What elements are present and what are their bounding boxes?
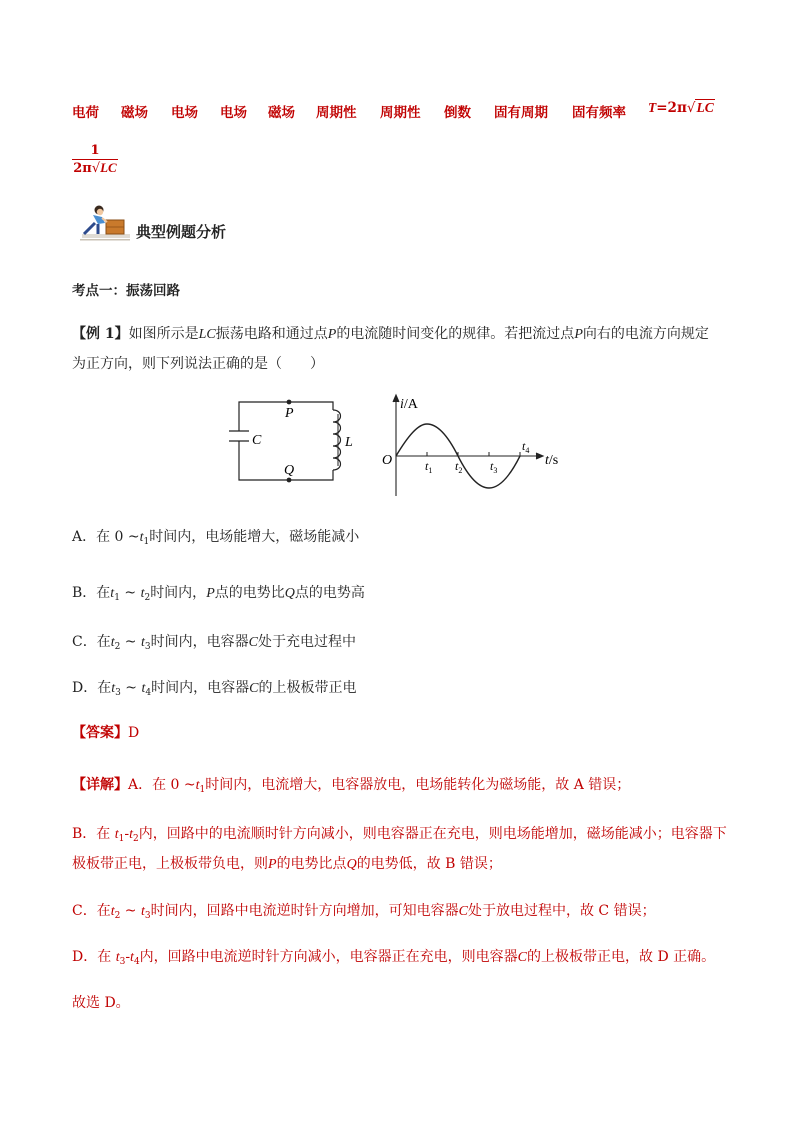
point-q-dot: [287, 478, 292, 483]
answer-value: D: [128, 725, 140, 741]
answer-item-8: 倒数: [444, 105, 471, 121]
answer-line: [72, 722, 139, 742]
answer-item-3: 电场: [171, 105, 198, 121]
point-p-dot: [287, 400, 292, 405]
tick-t1: $t_1$: [425, 459, 433, 475]
point-p-label: P: [285, 406, 294, 421]
answer-item-5: 磁场: [268, 105, 295, 121]
option-b: B．在$t_1$ ~ $t_2$时间内，P点的电势比Q点的电势高: [72, 585, 365, 603]
answer-item-7: 周期性: [380, 105, 421, 121]
detail-c: C．在$t_2$ ~ $t_3$时间内，回路中电流逆时针方向增加，可知电容器C处于放电过程中，故 C 错误；: [72, 903, 656, 921]
point-q-label: Q: [284, 463, 295, 478]
example-question-line-1: 【例 1】如图所示是LC振荡电路和通过点P的电流随时间变化的规律。若把流过点P向右的电流方向规定: [72, 326, 709, 342]
answer-item-1: 电荷: [72, 105, 99, 121]
section-title: 典型例题分析: [136, 223, 227, 241]
x-axis-label: t/s: [545, 453, 559, 468]
answer-label: 【答案】: [72, 725, 128, 741]
inductor-label: L: [345, 435, 353, 450]
option-d: D．在$t_3$ ~ $t_4$时间内，电容器C的上极板带正电: [72, 680, 357, 698]
detail-d: D．在 $t_3-t_4$内，回路中电流逆时针方向减小，电容器正在充电，则电容器C的上极板带正电，故 D 正确。: [72, 949, 716, 967]
capacitor-label: C: [252, 433, 262, 448]
answer-item-4: 电场: [220, 105, 247, 121]
answer-item-2: 磁场: [121, 105, 148, 121]
lc-circuit-diagram: [225, 392, 360, 492]
option-a: A．在 0 $\sim t_1$时间内，电场能增大，磁场能减小: [72, 529, 360, 547]
option-c: C．在$t_2$ ~ $t_3$时间内，电容器C处于充电过程中: [72, 634, 356, 652]
tick-t3: $t_3$: [490, 459, 498, 475]
y-axis-label: i/A: [400, 397, 418, 412]
detail-a: 【详解】A．在 0 $\sim t_1$时间内，电流增大，电容器放电，电场能转化为磁场能，故 A 错误；: [72, 777, 631, 795]
current-time-graph: [376, 392, 576, 500]
detail-b-line-2: 极板带正电，上极板带负电，则P的电势比点Q的电势低，故 B 错误；: [72, 856, 502, 872]
frequency-fraction: 1 2π√LC: [73, 143, 117, 176]
period-formula: T=2π√LC: [648, 100, 714, 116]
example-question-line-2: 为正方向，则下列说法正确的是（ ）: [72, 356, 324, 372]
detail-b-line-1: B．在 $t_1-t_2$内，回路中的电流顺时针方向减小，则电容器正在充电，则电场能增加，磁场能减小；电容器下: [72, 826, 727, 844]
origin-label: O: [382, 453, 393, 468]
answer-item-6: 周期性: [316, 105, 357, 121]
sqrt-sign: √: [686, 100, 696, 116]
topic-heading: 考点一：振荡回路: [72, 283, 180, 299]
tick-t2: $t_2$: [455, 459, 463, 475]
answer-item-9: 固有周期: [494, 105, 548, 121]
fraction-numerator: 1: [90, 143, 100, 158]
inductor-coil: [333, 410, 341, 470]
answer-item-10: 固有频率: [572, 105, 626, 121]
detail-conclusion: 故选 D。: [72, 995, 130, 1011]
boy-pushing-box-icon: [76, 204, 132, 244]
tick-t4: $t_4$: [522, 439, 530, 455]
